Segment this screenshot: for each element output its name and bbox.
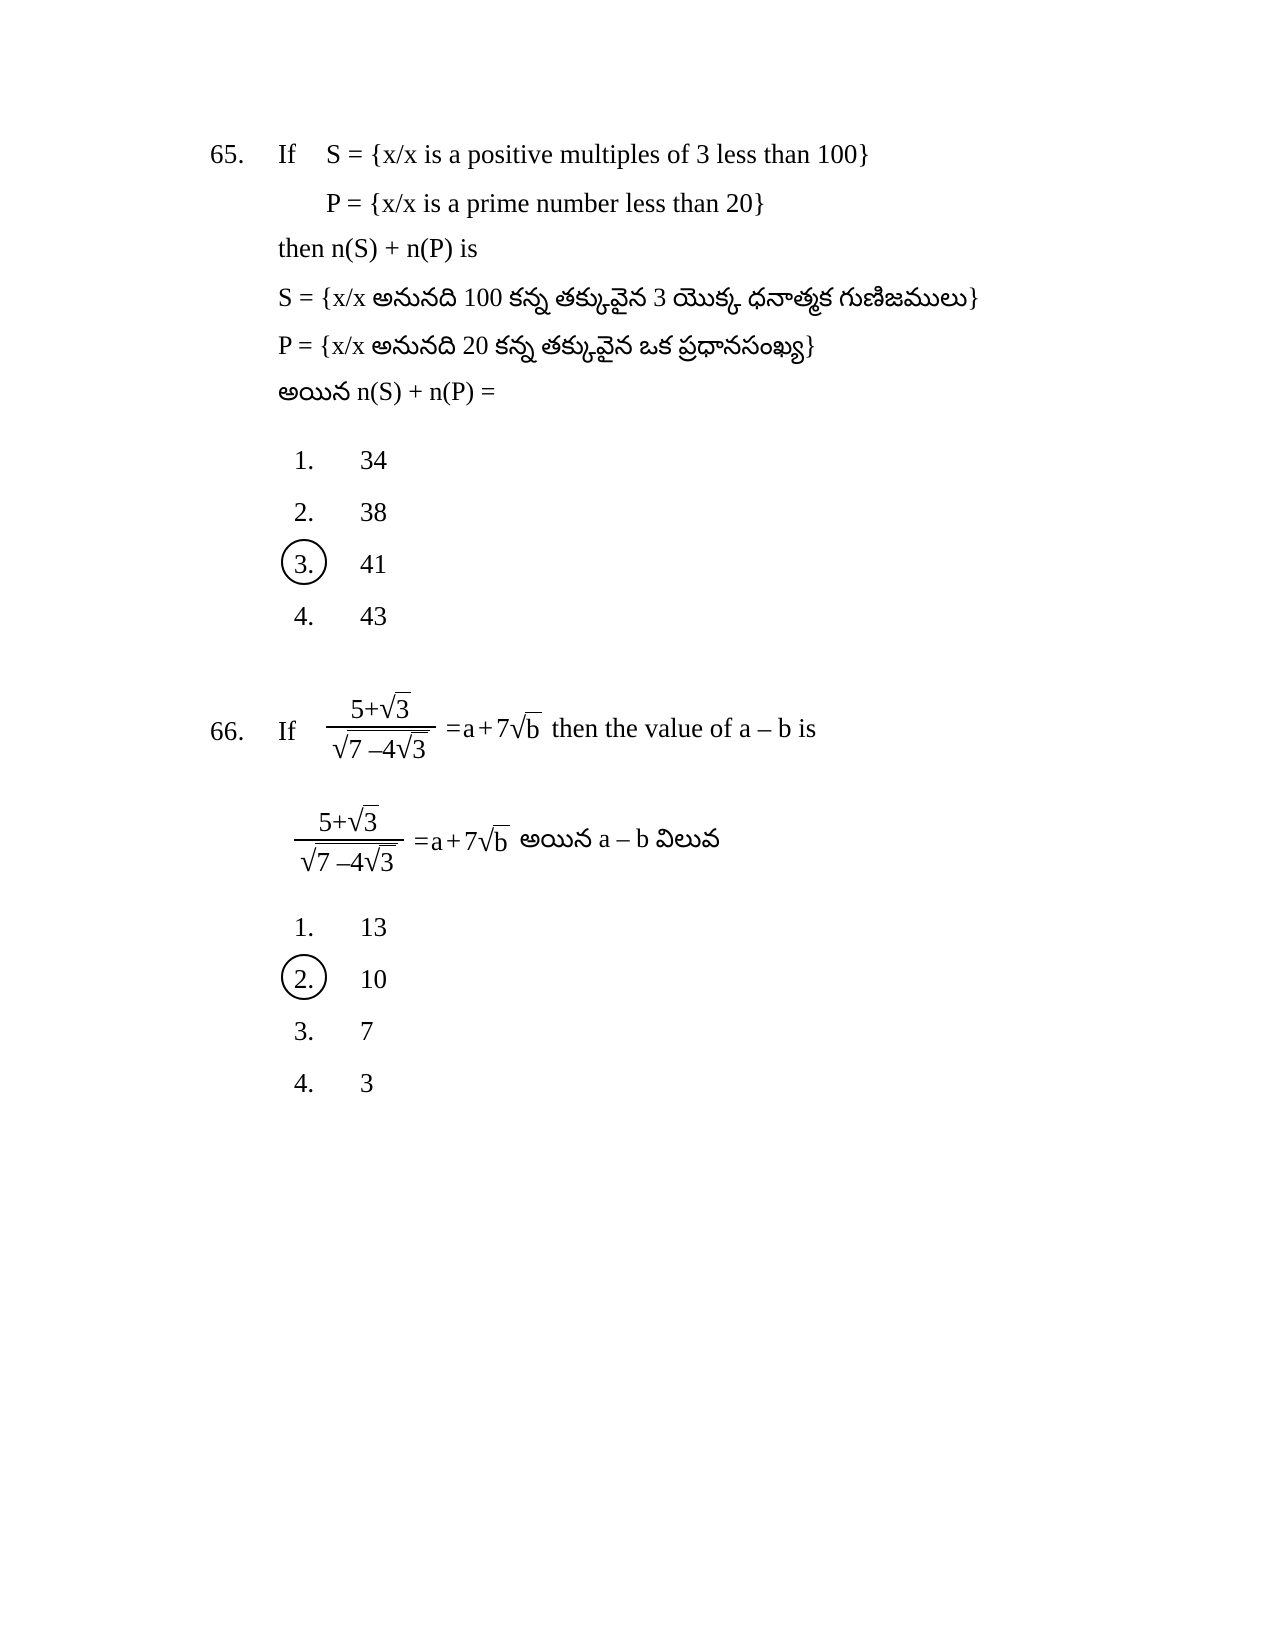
radical-sign-icon: √	[379, 692, 396, 725]
radical-sign-icon: √	[347, 805, 364, 838]
option-marker[interactable]: 4.	[293, 601, 315, 631]
rhs-coefficient: 7	[464, 826, 478, 857]
fraction-denominator	[326, 728, 436, 765]
question-65-telugu-line-1: S = {x/x అనునది 100 కన్న తక్కువైన 3 యొక్క ధనాత్మక గుణిజములు}	[278, 283, 980, 312]
fraction-expression	[326, 692, 436, 765]
numerator-term-a: 5	[318, 807, 332, 837]
question-66-english-tail: then the value of a – b is	[551, 713, 817, 744]
denominator-outer-radical	[332, 730, 430, 765]
numerator-radical	[379, 692, 411, 725]
rhs-operator: +	[477, 713, 494, 744]
fraction-numerator	[312, 805, 385, 839]
fraction-numerator	[344, 692, 417, 726]
radical-sign-icon: √	[363, 845, 381, 879]
rhs-radical	[510, 712, 542, 745]
question-65-telugu-line-2: P = {x/x అనునది 20 కన్న తక్కువైన ఒక ప్రధానసంఖ్య}	[278, 331, 817, 360]
rhs-coefficient: 7	[496, 713, 510, 744]
numerator-operator: +	[331, 807, 348, 837]
question-65-english-line-1: S = {x/x is a positive multiples of 3 less than 100}	[326, 139, 871, 169]
equals-sign: =	[445, 713, 461, 744]
question-66-telugu-tail: అయిన a – b విలువ	[519, 823, 721, 853]
denominator-radicand	[347, 730, 429, 765]
fraction-denominator	[294, 841, 404, 878]
denominator-coefficient: 4	[382, 734, 396, 765]
option-value: 34	[360, 445, 387, 475]
denominator-radicand	[315, 843, 397, 878]
numerator-radical	[347, 805, 379, 838]
rhs-term-a: a	[462, 713, 475, 744]
numerator-radicand: 3	[395, 694, 410, 724]
option-marker-selected[interactable]: 3.	[278, 542, 330, 586]
option-marker[interactable]: 2.	[293, 497, 315, 527]
denominator-inner-radicand: 3	[412, 734, 426, 765]
option-value: 13	[360, 912, 387, 942]
option-value: 38	[360, 497, 387, 527]
equals-sign: =	[413, 826, 429, 857]
rhs-radicand: b	[526, 714, 540, 745]
option-value: 10	[360, 964, 387, 994]
question-65-telugu-line-3: అయిన n(S) + n(P) =	[278, 377, 496, 406]
denominator-inner-radical	[364, 845, 396, 878]
rhs-operator: +	[445, 826, 462, 857]
denominator-operator: –	[368, 734, 383, 765]
rhs-term-a: a	[430, 826, 443, 857]
option-marker[interactable]: 1.	[293, 912, 315, 942]
numerator-radicand: 3	[363, 807, 378, 837]
denominator-inner-radicand: 3	[380, 847, 394, 878]
option-value: 43	[360, 601, 387, 631]
fraction-expression	[294, 805, 404, 878]
radical-sign-icon: √	[395, 732, 413, 766]
option-marker[interactable]: 3.	[293, 1016, 315, 1046]
option-value: 3	[360, 1068, 374, 1098]
question-66-telugu-equation	[290, 805, 720, 878]
option-marker[interactable]: 4.	[293, 1068, 315, 1098]
denominator-coefficient: 4	[350, 847, 364, 878]
option-marker-selected[interactable]: 2.	[278, 957, 330, 1001]
numerator-operator: +	[363, 694, 380, 724]
option-marker[interactable]: 1.	[293, 445, 315, 475]
option-value: 41	[360, 549, 387, 579]
radical-sign-icon: √	[509, 712, 527, 746]
radical-sign-icon: √	[477, 825, 495, 859]
question-65-if-label: If	[278, 139, 296, 169]
rhs-radical	[478, 825, 510, 858]
denominator-inner-radical	[396, 732, 428, 765]
denominator-operator: –	[336, 847, 351, 878]
question-66-english-equation	[322, 692, 816, 765]
radical-sign-icon: √	[332, 732, 349, 766]
radical-sign-icon: √	[300, 845, 317, 879]
denominator-outer-radical	[300, 843, 398, 878]
denominator-term-a: 7	[348, 734, 362, 765]
denominator-term-a: 7	[316, 847, 330, 878]
question-65-number: 65.	[210, 139, 245, 169]
option-value: 7	[360, 1016, 374, 1046]
numerator-term-a: 5	[350, 694, 364, 724]
question-65-english-line-3: then n(S) + n(P) is	[278, 233, 478, 263]
question-66-if-label: If	[278, 716, 296, 746]
question-66-number: 66.	[210, 716, 245, 746]
rhs-radicand: b	[494, 827, 508, 858]
question-65-english-line-2: P = {x/x is a prime number less than 20}	[326, 188, 766, 218]
